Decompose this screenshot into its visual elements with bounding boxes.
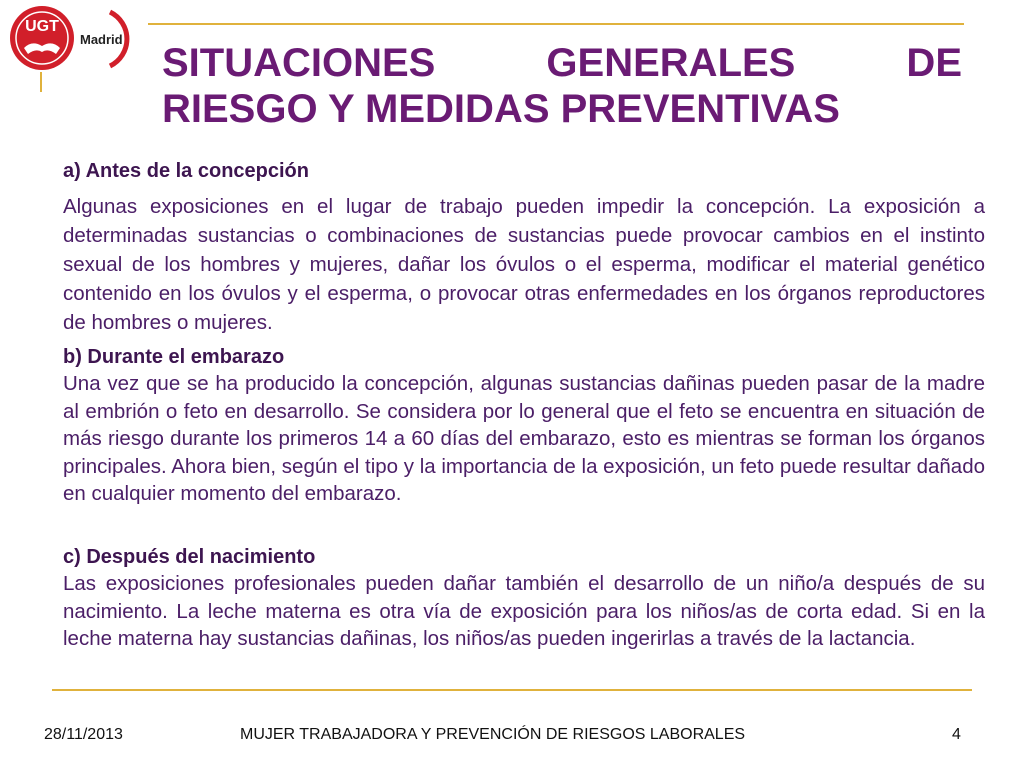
section-a-heading: a) Antes de la concepción: [63, 160, 309, 182]
bottom-rule: [52, 689, 972, 691]
footer-date: 28/11/2013: [44, 726, 123, 743]
section-a-text: Algunas exposiciones en el lugar de trabajo pueden impedir la concepción. La exposición a determinadas sustancias o combinaciones de sustancias puede provocar cambios en el instinto sexual de los hombres y mujeres, dañar los óvulos o el esperma, modificar el material genético contenido en los óvulos y el esperma, o provocar otras enfermedades en los órganos reproductores de hombres o mujeres.: [63, 195, 985, 334]
section-c: [63, 544, 985, 653]
title-line-2: RIESGO Y MEDIDAS PREVENTIVAS: [162, 87, 840, 131]
top-rule: [148, 23, 964, 25]
footer-title: MUJER TRABAJADORA Y PREVENCIÓN DE RIESGOS LABORALES: [240, 726, 746, 743]
title-line-1: SITUACIONES GENERALES DE: [162, 41, 962, 85]
page-number: 4: [952, 726, 961, 743]
svg-text:Madrid: Madrid: [80, 32, 123, 47]
svg-text:UGT: UGT: [25, 18, 59, 35]
slide-title: [162, 40, 962, 132]
ugt-madrid-logo: [6, 4, 142, 94]
section-b: [63, 344, 985, 508]
section-c-text: Las exposiciones profesionales pueden dañar también el desarrollo de un niño/a después de su nacimiento. La leche materna es otra vía de exposición para los niños/as de corta edad. Si en la leche materna hay sustancias dañinas, los niños/as pueden ingerirlas a través de la lactancia.: [63, 572, 985, 650]
section-b-text: Una vez que se ha producido la concepción, algunas sustancias dañinas pueden pasar de la madre al embrión o feto en desarrollo. Se considera por lo general que el feto se encuentra en situación de más riesgo durante los primeros 14 a 60 días del embarazo, esto es mientras se forman los órganos principales. Ahora bien, según el tipo y la importancia de la exposición, un feto puede resultar dañado en cualquier momento del embarazo.: [63, 372, 985, 505]
left-accent-bar: [40, 72, 42, 92]
section-c-heading: c) Después del nacimiento: [63, 546, 316, 568]
section-b-heading: b) Durante el embarazo: [63, 346, 285, 368]
